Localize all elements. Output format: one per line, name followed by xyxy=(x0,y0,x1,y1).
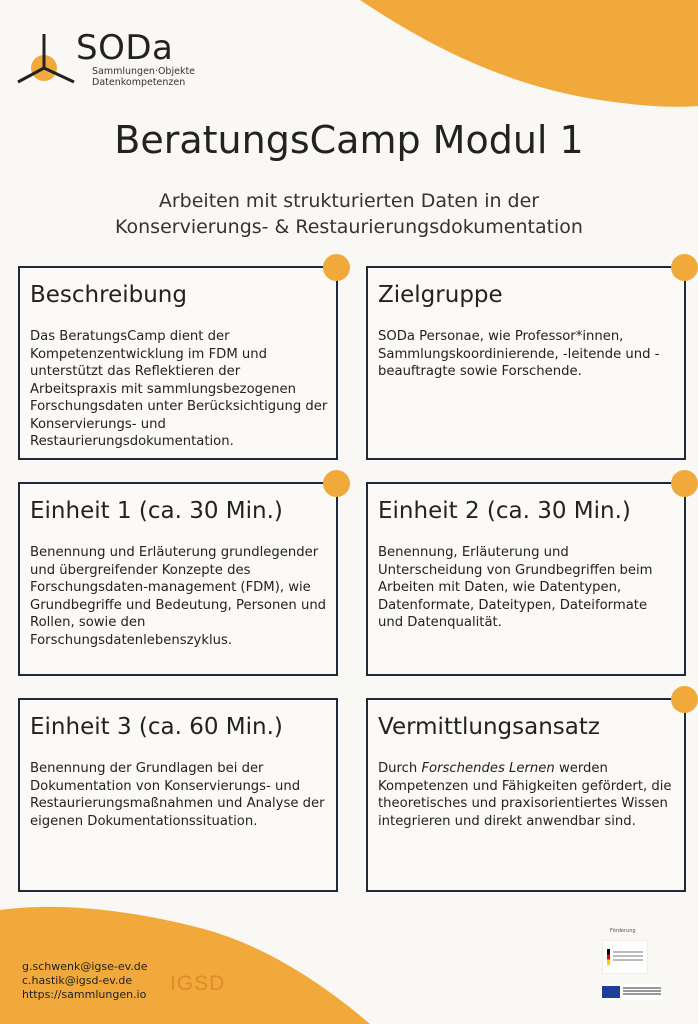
card-beschreibung xyxy=(18,266,338,460)
funding-label: Förderung xyxy=(610,928,636,934)
igsd-logo: IGSD xyxy=(170,972,226,995)
funding-logos xyxy=(598,928,668,1004)
accent-dot xyxy=(323,254,350,281)
contact-info xyxy=(22,960,148,1002)
page-title: BeratungsCamp Modul 1 xyxy=(114,118,584,162)
card-vermittlungsansatz xyxy=(366,698,686,892)
card-text: Benennung der Grundlagen bei der Dokumentation von Konservierungs- und Restaurierungsmaßnahmen und Analyse der eigenen Dokumentationssituation. xyxy=(30,761,325,829)
card-text: Benennung, Erläuterung und Unterscheidung von Grundbegriffen beim Arbeiten mit Daten, wie Datentypen, Datenformate, Dateitypen, Dateiformate und Datenqualität. xyxy=(378,545,653,630)
card-text-emphasis: Forschendes Lernen xyxy=(421,761,555,776)
card-heading: Einheit 3 (ca. 60 Min.) xyxy=(30,714,283,740)
card-text: Das BeratungsCamp dient der Kompetenzentwicklung im FDM und unterstützt das Reflektieren der Arbeitspraxis mit sammlungsbezogenen Forschungsdaten unter Berücksichtigung der Konservierungs- und Restaurierungsdokumentation. xyxy=(30,329,328,449)
logo-name: SODa xyxy=(76,28,174,68)
card-text-after: werden Kompetenzen und Fähigkeiten gefördert, die theoretisches und praxisorientiertes Wissen integrieren und direkt anwendbar sind. xyxy=(378,761,672,829)
accent-dot xyxy=(671,254,698,281)
eu-flag-icon xyxy=(602,986,620,998)
bmbf-logo xyxy=(602,940,648,974)
card-heading: Beschreibung xyxy=(30,282,187,308)
page-subtitle xyxy=(0,188,698,240)
accent-dot xyxy=(323,470,350,497)
card-einheit-2 xyxy=(366,482,686,676)
card-text: SODa Personae, wie Professor*innen, Sammlungskoordinierende, -leitende und -beauftragte sowie Forschende. xyxy=(378,329,660,379)
bottom-decoration xyxy=(0,880,698,1024)
card-heading: Einheit 1 (ca. 30 Min.) xyxy=(30,498,283,524)
card-heading: Zielgruppe xyxy=(378,282,503,308)
logo-tagline-line-1: Sammlungen·Objekte xyxy=(92,66,196,77)
contact-email-2[interactable]: c.hastik@igsd-ev.de xyxy=(22,974,133,987)
logo-tagline xyxy=(92,66,195,88)
soda-logo xyxy=(14,30,214,90)
card-einheit-3 xyxy=(18,698,338,892)
card-zielgruppe xyxy=(366,266,686,460)
card-heading: Einheit 2 (ca. 30 Min.) xyxy=(378,498,631,524)
contact-email-1[interactable]: g.schwenk@igse-ev.de xyxy=(22,960,148,973)
card-text-before: Durch xyxy=(378,761,422,776)
subtitle-line-1: Arbeiten mit strukturierten Daten in der xyxy=(158,190,540,212)
card-text: Benennung und Erläuterung grundlegender und übergreifender Konzepte des Forschungsdaten-management (FDM), wie Grundbegriffe und Bedeutung, Personen und Rollen, sowie den Forschungsdatenlebenszyklus. xyxy=(30,545,327,648)
card-einheit-1 xyxy=(18,482,338,676)
subtitle-line-2: Konservierungs- & Restaurierungsdokumentation xyxy=(115,216,583,238)
card-text xyxy=(378,760,676,830)
soda-logo-icon xyxy=(14,30,80,88)
logo-tagline-line-2: Datenkompetenzen xyxy=(92,77,186,88)
card-heading: Vermittlungsansatz xyxy=(378,714,600,740)
german-flag-icon xyxy=(607,949,610,965)
contact-url[interactable]: https://sammlungen.io xyxy=(22,988,147,1001)
accent-dot xyxy=(671,686,698,713)
accent-dot xyxy=(671,470,698,497)
eu-funding-logo xyxy=(602,984,662,1000)
